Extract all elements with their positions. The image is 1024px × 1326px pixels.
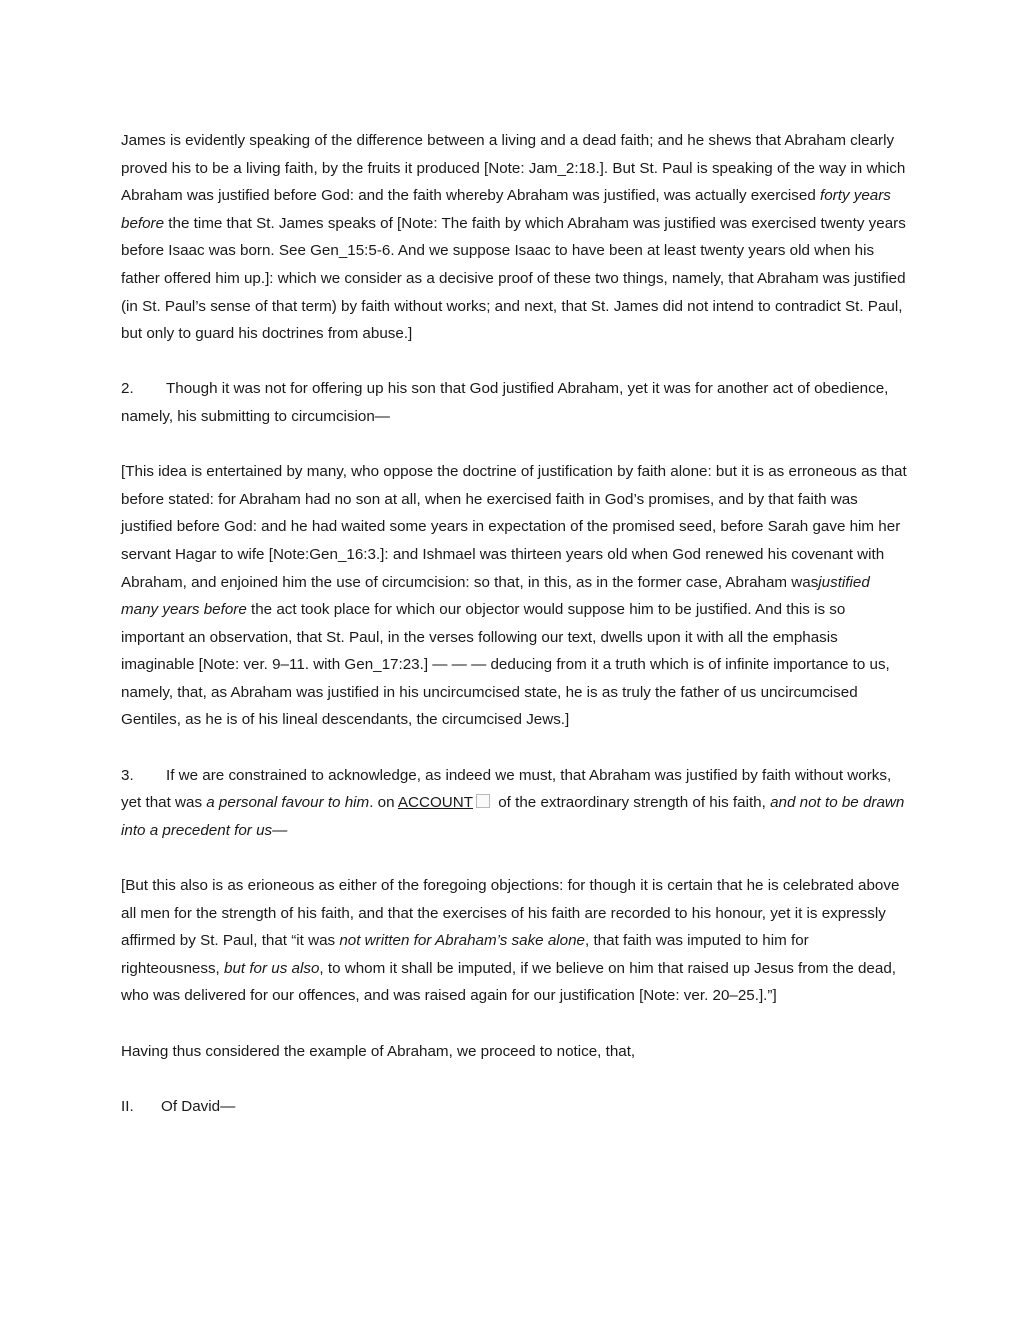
section-heading-david	[121, 1093, 911, 1121]
point-text: Though it was not for offering up his son that God justified Abraham, yet it was for another act of obedience, namely, his submitting to circumcision—	[121, 380, 889, 425]
point-2	[121, 375, 911, 430]
paragraph-gap	[121, 844, 911, 872]
point-number: 2.	[121, 380, 134, 398]
point-number: 3.	[121, 766, 134, 784]
paragraph-gap	[121, 1010, 911, 1038]
paragraph-gap	[121, 431, 911, 459]
account-link[interactable]: ACCOUNT	[397, 794, 474, 812]
point-3: 3. If we are constrained to acknowledge, as indeed we must, that Abraham was justified by faith without works, yet that was a personal favour to him. on ACCOUNT of the extraordinary strength of his faith, and not to be drawn into a precedent for us—	[121, 762, 911, 845]
paragraph-gap	[121, 1065, 911, 1093]
document-page	[121, 127, 911, 1120]
paragraph-personal-favour: [But this also is as erioneous as either of the foregoing objections: for though it is certain that he is celebrated above all men for the strength of his faith, and that the exercises of his faith are recorded to his honour, yet it is expressly affirmed by St. Paul, that “it was not written for Abraham’s sake alone, that faith was imputed to him for righteousness, but for us also, to whom it shall be imputed, if we believe on him that raised up Jesus from the dead, who was delivered for our offences, and was raised again for our justification [Note: ver. 20–25.].”]	[121, 877, 900, 1005]
transition-sentence: Having thus considered the example of Abraham, we proceed to notice, that,	[121, 1042, 636, 1060]
section-number: II.	[121, 1097, 134, 1115]
paragraph-gap	[121, 734, 911, 762]
paragraph-james-faith: James is evidently speaking of the difference between a living and a dead faith; and he shews that Abraham clearly proved his to be a living faith, by the fruits it produced [Note: Jam_2:18.]. But St. Paul is speaking of the way in which Abraham was justified before God: and the faith whereby Abraham was justified, was actually exercised forty years before the time that St. James speaks of [Note: The faith by which Abraham was justified was exercised twenty years before Isaac was born. See Gen_15:5-6. And we suppose Isaac to have been at least twenty years old when his father offered him up.]: which we consider as a decisive proof of these two things, namely, that Abraham was justified (in St. Paul’s sense of that term) by faith without works; and next, that St. James did not intend to contradict St. Paul, but only to guard his doctrines from abuse.]	[121, 132, 906, 343]
section-title: Of David—	[161, 1097, 236, 1115]
missing-glyph-box-icon	[476, 794, 490, 808]
paragraph-gap	[121, 348, 911, 376]
paragraph-circumcision: [This idea is entertained by many, who oppose the doctrine of justification by faith alone: but it is as erroneous as that before stated: for Abraham had no son at all, when he exercised faith in God’s promises, and by that faith was justified before God: and he had waited some years in expectation of the promised seed, before Sarah gave him her servant Hagar to wife [Note:Gen_16:3.]: and Ishmael was thirteen years old when God renewed his covenant with Abraham, and enjoined him the use of circumcision: so that, in this, as in the former case, Abraham wasjustified many years before the act took place for which our objector would suppose him to be justified. And this is so important an observation, that St. Paul, in the verses following our text, dwells upon it with all the emphasis imaginable [Note: ver. 9–11. with Gen_17:23.] — — — deducing from it a truth which is of infinite importance to us, namely, that, as Abraham was justified in his uncircumcised state, he is as truly the father of us uncircumcised Gentiles, as he is of his lineal descendants, the circumcised Jews.]	[121, 463, 907, 729]
